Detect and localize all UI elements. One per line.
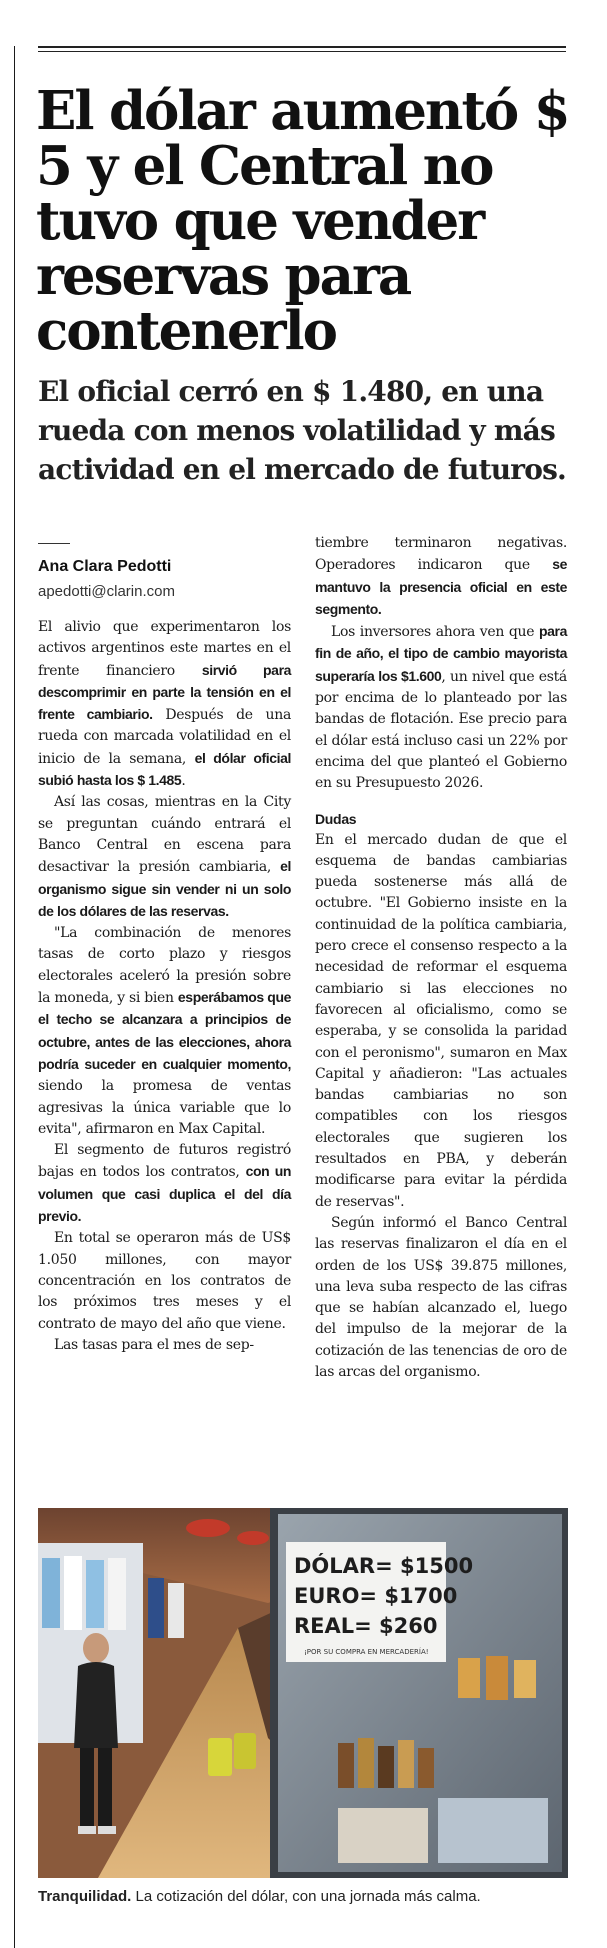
sign-footnote: ¡POR SU COMPRA EN MERCADERÍA! [304,1648,429,1656]
author-name: Ana Clara Pedotti [38,558,172,575]
subheadline: El oficial cerró en $ 1.480, en una rueda con menos volatilidad y más actividad en el mercado de futuros. [38,375,566,486]
paragraph: Los inversores ahora ven que para fin de año, el tipo de cambio mayorista superaría los $1.600, un nivel que está por encima de lo planteado por las bandas de flotación. Ese precio para el dólar está incluso casi un 22% por encima del que planteó el Gobierno en su Presupuesto 2026. [315,623,567,792]
paragraph: "La combinación de menores tasas de corto plazo y riesgos electorales aceleró la presión sobre la moneda, y si bien esperábamos que el techo se alcanzara a principios de octubre, antes de las elecciones, ahora podría suceder en cualquier momento, siendo la promesa de ventas agresivas la única variable que lo evita", afirmaron en Max Capital. [38,925,291,1137]
paragraph: En el mercado dudan de que el esquema de bandas cambiarias pueda sostenerse más allá de octubre. "El Gobierno insiste en la continuidad de la política cambiaria, pero crece el consenso respecto a la necesidad de reformar el esquema cambiario si las elecciones no favorecen al oficialismo, como se esperaba, y se consolida la paridad con el peronismo", sumaron en Max Capital y añadieron: "Las actuales bandas cambiarias no son compatibles con los riesgos electorales que sugieren los resultados en PBA, y deberán modificarse para evitar la pérdida de reservas". [315,831,567,1210]
section-heading: Dudas [315,810,357,827]
top-rule-thin [38,51,566,52]
author-email[interactable]: apedotti@clarin.com [38,583,175,600]
caption-lead: Tranquilidad. [38,1888,132,1905]
paragraph: El segmento de futuros registró bajas en todos los contratos, con un volumen que casi duplica el del día previo. [38,1142,291,1225]
article-photo [38,1508,568,1878]
paragraph: tiembre terminaron negativas. Operadores indicaron que se mantuvo la presencia oficial en este segmento. [315,535,567,617]
article-column-right [315,533,567,1383]
top-rule [38,46,566,48]
photo-caption [38,1888,578,1905]
shop-scene-illustration [38,1508,568,1878]
yellow-suitcase [208,1738,232,1776]
caption-text: La cotización del dólar, con una jornada más calma. [131,1888,481,1905]
byline-dash [38,543,70,544]
paragraph: Según informó el Banco Central las reservas finalizaron el día en el orden de los US$ 39.875 millones, una leva suba respecto de las cifras que se habían alcanzado el, luego del impulso de la mejorar de la cotización de las tenencias de oro de las arcas del organismo. [315,1214,567,1380]
left-margin-rule [14,46,15,1948]
ceiling-lamp [237,1531,269,1545]
paragraph: Las tasas para el mes de sep- [54,1336,254,1353]
paragraph: En total se operaron más de US$ 1.050 millones, con mayor concentración en los contratos de los próximos tres meses y el contrato de mayo del año que viene. [38,1230,291,1332]
paragraph: El alivio que experimentaron los activos argentinos este martes en el frente financiero sirvió para descomprimir en parte la tensión en el frente cambiario. Después de una rueda con marcada volatilidad en el inicio de la semana, el dólar oficial subió hasta los $ 1.485. [38,619,291,790]
sign-line-euro: EURO= $1700 [294,1584,458,1608]
yellow-suitcase [234,1733,256,1769]
sign-line-dolar: DÓLAR= $1500 [294,1554,474,1578]
headline: El dólar aumentó $ 5 y el Central no tuvo que vender reservas para contenerlo [36,80,569,362]
paragraph: Así las cosas, mientras en la City se preguntan cuándo entrará el Banco Central en escena para desactivar la presión cambiaria, el organismo sigue sin vender ni un solo de los dólares de las reservas. [38,794,291,919]
sign-line-real: REAL= $260 [294,1614,438,1638]
ceiling-lamp [186,1519,230,1537]
article-column-left [38,617,291,1356]
